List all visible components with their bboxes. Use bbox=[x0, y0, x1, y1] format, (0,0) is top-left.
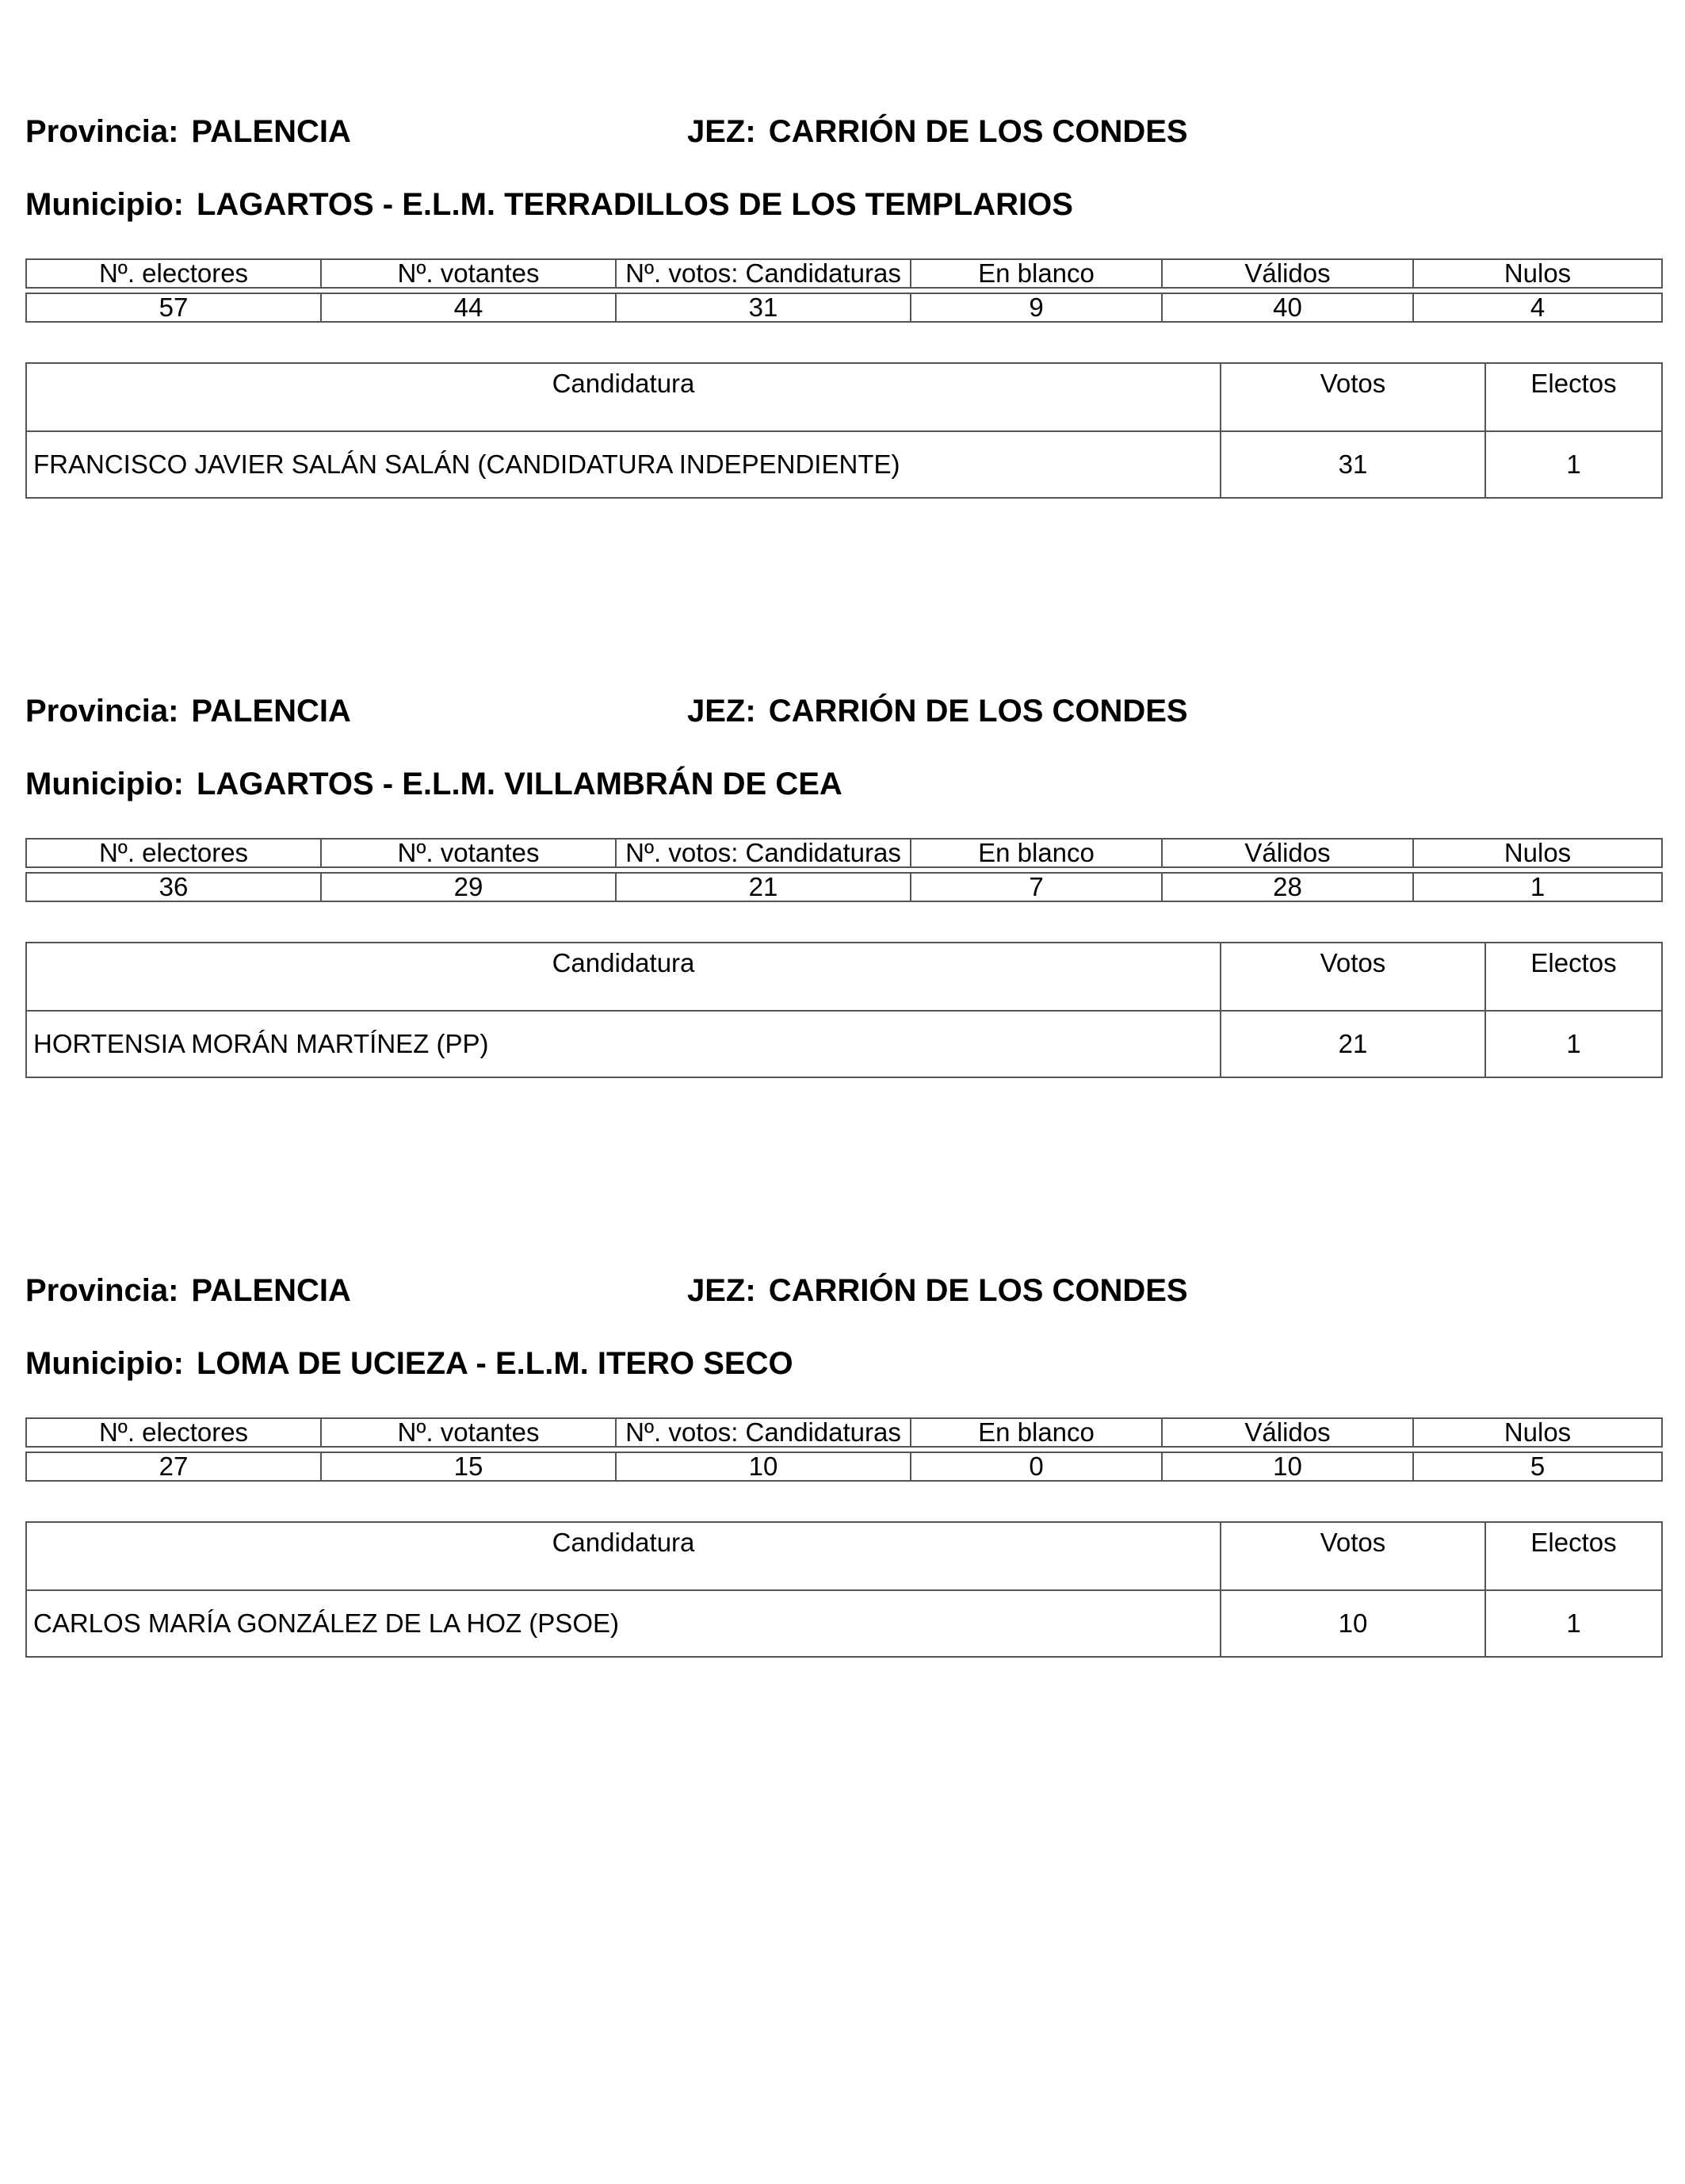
provincia-label: Provincia: bbox=[25, 1273, 179, 1308]
stats-value-nulos: 5 bbox=[1413, 1452, 1662, 1481]
stats-value-nulos: 1 bbox=[1413, 873, 1662, 901]
electos-header: Electos bbox=[1485, 1522, 1662, 1590]
stats-header-en-blanco: En blanco bbox=[911, 839, 1162, 867]
candidate-votos: 10 bbox=[1221, 1590, 1485, 1657]
stats-header-electores: Nº. electores bbox=[26, 839, 321, 867]
candidate-electos: 1 bbox=[1485, 1011, 1662, 1077]
stats-value-electores: 57 bbox=[26, 293, 321, 322]
stats-value-validos: 28 bbox=[1162, 873, 1413, 901]
candidates-header-row bbox=[26, 1522, 1662, 1590]
stats-table bbox=[25, 838, 1663, 902]
stats-header-votos-candidaturas: Nº. votos: Candidaturas bbox=[616, 1418, 911, 1447]
stats-value-validos: 10 bbox=[1162, 1452, 1413, 1481]
jez-value: CARRIÓN DE LOS CONDES bbox=[768, 694, 1188, 729]
municipio-label: Municipio: bbox=[25, 767, 184, 801]
stats-header-electores: Nº. electores bbox=[26, 1418, 321, 1447]
stats-header-row bbox=[26, 839, 1662, 867]
municipio-heading bbox=[25, 765, 842, 803]
jez-heading bbox=[687, 692, 1188, 730]
municipio-heading bbox=[25, 186, 1073, 224]
stats-header-votantes: Nº. votantes bbox=[321, 259, 616, 288]
provincia-heading bbox=[25, 113, 351, 151]
stats-value-votos-candidaturas: 10 bbox=[616, 1452, 911, 1481]
stats-value-en-blanco: 0 bbox=[911, 1452, 1162, 1481]
stats-value-votantes: 29 bbox=[321, 873, 616, 901]
electos-header: Electos bbox=[1485, 363, 1662, 431]
stats-header-validos: Válidos bbox=[1162, 839, 1413, 867]
municipio-heading bbox=[25, 1344, 793, 1383]
stats-header-row bbox=[26, 259, 1662, 288]
stats-value-votantes: 44 bbox=[321, 293, 616, 322]
stats-header-nulos: Nulos bbox=[1413, 259, 1662, 288]
votos-header: Votos bbox=[1221, 943, 1485, 1011]
candidate-row bbox=[26, 431, 1662, 498]
stats-header-votos-candidaturas: Nº. votos: Candidaturas bbox=[616, 839, 911, 867]
stats-value-electores: 36 bbox=[26, 873, 321, 901]
jez-label: JEZ: bbox=[687, 114, 756, 149]
jez-value: CARRIÓN DE LOS CONDES bbox=[768, 1273, 1188, 1308]
candidate-electos: 1 bbox=[1485, 431, 1662, 498]
jez-heading bbox=[687, 113, 1188, 151]
electos-header: Electos bbox=[1485, 943, 1662, 1011]
stats-value-votantes: 15 bbox=[321, 1452, 616, 1481]
stats-header-votantes: Nº. votantes bbox=[321, 839, 616, 867]
candidates-header-row bbox=[26, 943, 1662, 1011]
candidatura-header: Candidatura bbox=[26, 943, 1221, 1011]
stats-value-en-blanco: 9 bbox=[911, 293, 1162, 322]
stats-value-row bbox=[26, 1452, 1662, 1481]
candidate-electos: 1 bbox=[1485, 1590, 1662, 1657]
stats-value-row bbox=[26, 873, 1662, 901]
jez-heading bbox=[687, 1272, 1188, 1310]
stats-value-electores: 27 bbox=[26, 1452, 321, 1481]
provincia-heading bbox=[25, 1272, 351, 1310]
stats-value-votos-candidaturas: 31 bbox=[616, 293, 911, 322]
provincia-value: PALENCIA bbox=[191, 1273, 351, 1308]
municipio-label: Municipio: bbox=[25, 187, 184, 222]
provincia-value: PALENCIA bbox=[191, 694, 351, 729]
candidatura-header: Candidatura bbox=[26, 363, 1221, 431]
candidatura-name: CARLOS MARÍA GONZÁLEZ DE LA HOZ (PSOE) bbox=[26, 1590, 1221, 1657]
votos-header: Votos bbox=[1221, 1522, 1485, 1590]
stats-header-validos: Válidos bbox=[1162, 1418, 1413, 1447]
provincia-value: PALENCIA bbox=[191, 114, 351, 149]
provincia-label: Provincia: bbox=[25, 114, 179, 149]
candidates-table bbox=[25, 1521, 1663, 1658]
stats-table bbox=[25, 1417, 1663, 1482]
stats-value-en-blanco: 7 bbox=[911, 873, 1162, 901]
candidatura-name: HORTENSIA MORÁN MARTÍNEZ (PP) bbox=[26, 1011, 1221, 1077]
stats-header-validos: Válidos bbox=[1162, 259, 1413, 288]
municipio-label: Municipio: bbox=[25, 1346, 184, 1381]
election-result-section bbox=[25, 1159, 1661, 1638]
jez-label: JEZ: bbox=[687, 1273, 756, 1308]
stats-header-electores: Nº. electores bbox=[26, 259, 321, 288]
stats-value-nulos: 4 bbox=[1413, 293, 1662, 322]
stats-header-nulos: Nulos bbox=[1413, 839, 1662, 867]
municipio-value: LAGARTOS - E.L.M. TERRADILLOS DE LOS TEMPLARIOS bbox=[196, 187, 1073, 222]
municipio-value: LOMA DE UCIEZA - E.L.M. ITERO SECO bbox=[196, 1346, 793, 1381]
candidates-table bbox=[25, 942, 1663, 1078]
candidatura-header: Candidatura bbox=[26, 1522, 1221, 1590]
stats-value-row bbox=[26, 293, 1662, 322]
stats-value-validos: 40 bbox=[1162, 293, 1413, 322]
votos-header: Votos bbox=[1221, 363, 1485, 431]
stats-value-votos-candidaturas: 21 bbox=[616, 873, 911, 901]
stats-header-nulos: Nulos bbox=[1413, 1418, 1662, 1447]
candidate-row bbox=[26, 1011, 1662, 1077]
election-result-section bbox=[25, 0, 1661, 479]
stats-header-en-blanco: En blanco bbox=[911, 259, 1162, 288]
stats-table bbox=[25, 258, 1663, 323]
jez-value: CARRIÓN DE LOS CONDES bbox=[768, 114, 1188, 149]
election-result-section bbox=[25, 579, 1661, 1058]
candidate-votos: 31 bbox=[1221, 431, 1485, 498]
provincia-label: Provincia: bbox=[25, 694, 179, 729]
stats-header-en-blanco: En blanco bbox=[911, 1418, 1162, 1447]
candidate-row bbox=[26, 1590, 1662, 1657]
candidates-header-row bbox=[26, 363, 1662, 431]
stats-header-votantes: Nº. votantes bbox=[321, 1418, 616, 1447]
candidatura-name: FRANCISCO JAVIER SALÁN SALÁN (CANDIDATURA INDEPENDIENTE) bbox=[26, 431, 1221, 498]
stats-header-row bbox=[26, 1418, 1662, 1447]
provincia-heading bbox=[25, 692, 351, 730]
municipio-value: LAGARTOS - E.L.M. VILLAMBRÁN DE CEA bbox=[196, 767, 842, 801]
jez-label: JEZ: bbox=[687, 694, 756, 729]
candidates-table bbox=[25, 362, 1663, 499]
stats-header-votos-candidaturas: Nº. votos: Candidaturas bbox=[616, 259, 911, 288]
candidate-votos: 21 bbox=[1221, 1011, 1485, 1077]
